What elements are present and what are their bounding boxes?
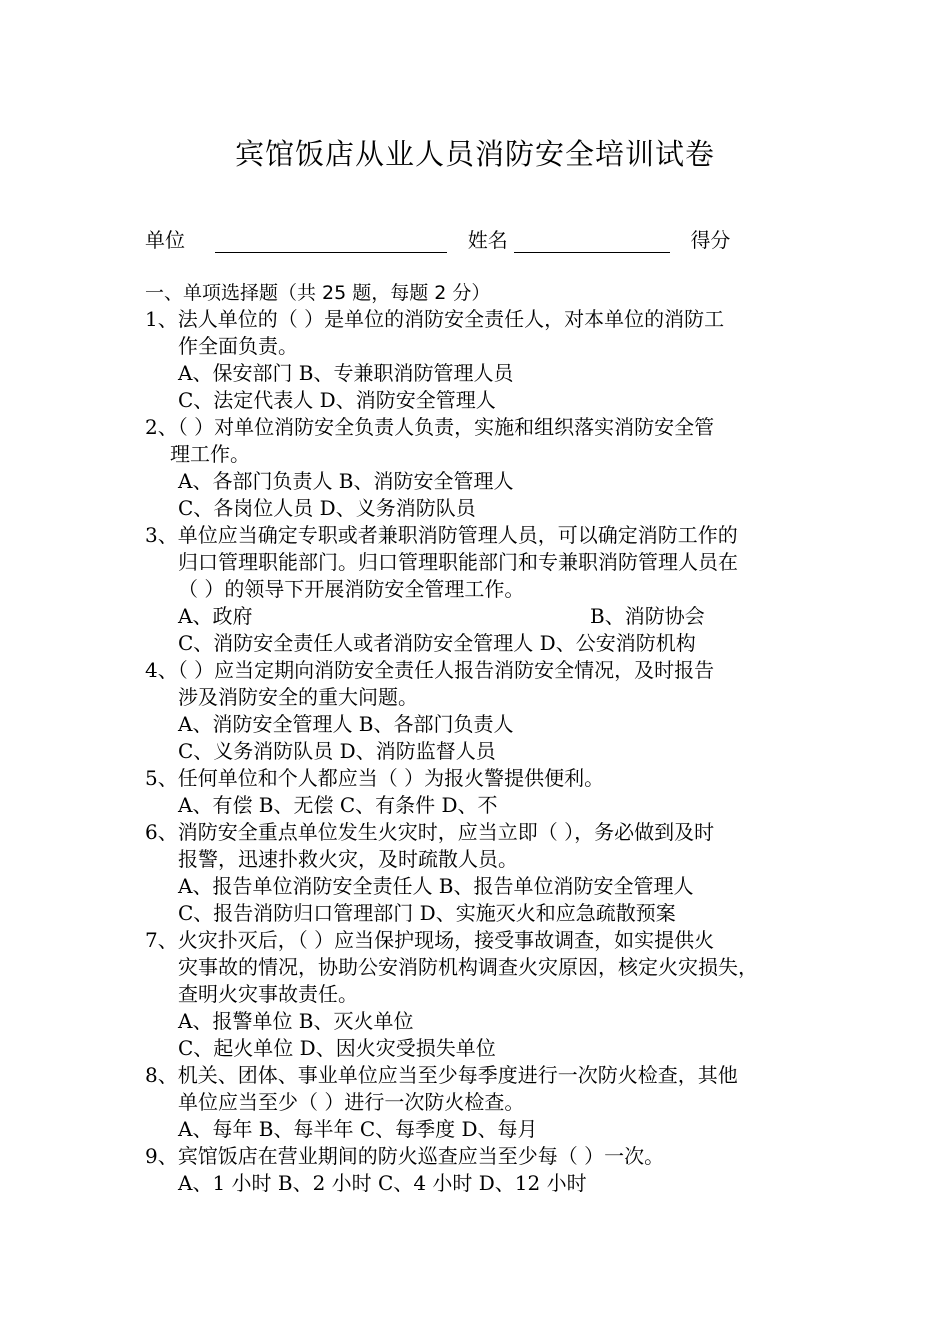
question-2-options-1: A、各部门负责人 B、消防安全管理人 bbox=[178, 469, 514, 493]
section-title: 一、单项选择题（共 25 题，每题 2 分） bbox=[145, 282, 491, 304]
question-3-option-b: B、消防协会 bbox=[590, 604, 705, 628]
question-2-options-2: C、各岗位人员 D、义务消防队员 bbox=[178, 496, 476, 520]
question-4-line-1: 4、（ ）应当定期向消防安全责任人报告消防安全情况，及时报告 bbox=[145, 658, 715, 682]
question-2-line-1: 2、（ ）对单位消防安全负责人负责，实施和组织落实消防安全管 bbox=[145, 415, 715, 439]
question-4-line-2: 涉及消防安全的重大问题。 bbox=[178, 685, 418, 709]
question-3-line-3: （ ）的领导下开展消防安全管理工作。 bbox=[178, 577, 525, 601]
question-9-options-1: A、1 小时 B、2 小时 C、4 小时 D、12 小时 bbox=[178, 1171, 587, 1195]
question-7-line-2: 灾事故的情况，协助公安消防机构调查火灾原因，核定火灾损失， bbox=[178, 955, 758, 979]
header-info-row bbox=[145, 224, 730, 252]
question-8-options-1: A、每年 B、每半年 C、每季度 D、每月 bbox=[178, 1117, 538, 1141]
question-6-line-2: 报警，迅速扑救火灾，及时疏散人员。 bbox=[178, 847, 518, 871]
question-7-line-1: 7、火灾扑灭后，（ ）应当保护现场，接受事故调查，如实提供火 bbox=[145, 928, 715, 952]
name-blank bbox=[514, 230, 670, 253]
question-6-options-1: A、报告单位消防安全责任人 B、报告单位消防安全管理人 bbox=[178, 874, 694, 898]
question-9-line-1: 9、宾馆饭店在营业期间的防火巡查应当至少每（ ）一次。 bbox=[145, 1144, 665, 1168]
question-3-line-1: 3、单位应当确定专职或者兼职消防管理人员，可以确定消防工作的 bbox=[145, 523, 738, 547]
question-7-options-2: C、起火单位 D、因火灾受损失单位 bbox=[178, 1036, 496, 1060]
page-title: 宾馆饭店从业人员消防安全培训试卷 bbox=[234, 137, 715, 171]
question-6-line-1: 6、消防安全重点单位发生火灾时，应当立即（ ），务必做到及时 bbox=[145, 820, 715, 844]
question-2-line-2: 理工作。 bbox=[170, 442, 250, 466]
question-1-options-2: C、法定代表人 D、消防安全管理人 bbox=[178, 388, 496, 412]
question-8-line-2: 单位应当至少（ ）进行一次防火检查。 bbox=[178, 1090, 525, 1114]
name-label: 姓名 bbox=[467, 228, 508, 252]
question-8-line-1: 8、机关、团体、事业单位应当至少每季度进行一次防火检查，其他 bbox=[145, 1063, 738, 1087]
question-1-line-2: 作全面负责。 bbox=[178, 334, 298, 358]
question-1-options-1: A、保安部门 B、专兼职消防管理人员 bbox=[178, 361, 514, 385]
question-7-line-3: 查明火灾事故责任。 bbox=[178, 982, 358, 1006]
question-1-line-1: 1、法人单位的（ ）是单位的消防安全责任人，对本单位的消防工 bbox=[145, 307, 725, 331]
score-label: 得分 bbox=[690, 228, 731, 252]
question-4-options-1: A、消防安全管理人 B、各部门负责人 bbox=[178, 712, 514, 736]
unit-label: 单位 bbox=[145, 228, 185, 252]
unit-blank bbox=[215, 230, 447, 253]
question-4-options-2: C、义务消防队员 D、消防监督人员 bbox=[178, 739, 496, 763]
question-5-options-1: A、有偿 B、无偿 C、有条件 D、不 bbox=[178, 793, 498, 817]
question-3-option-a: A、政府 bbox=[178, 604, 253, 628]
question-7-options-1: A、报警单位 B、灭火单位 bbox=[178, 1009, 414, 1033]
question-6-options-2: C、报告消防归口管理部门 D、实施灭火和应急疏散预案 bbox=[178, 901, 676, 925]
question-3-options-2: C、消防安全责任人或者消防安全管理人 D、公安消防机构 bbox=[178, 631, 696, 655]
question-3-line-2: 归口管理职能部门。归口管理职能部门和专兼职消防管理人员在 bbox=[178, 550, 738, 574]
question-5-line-1: 5、任何单位和个人都应当（ ）为报火警提供便利。 bbox=[145, 766, 605, 790]
